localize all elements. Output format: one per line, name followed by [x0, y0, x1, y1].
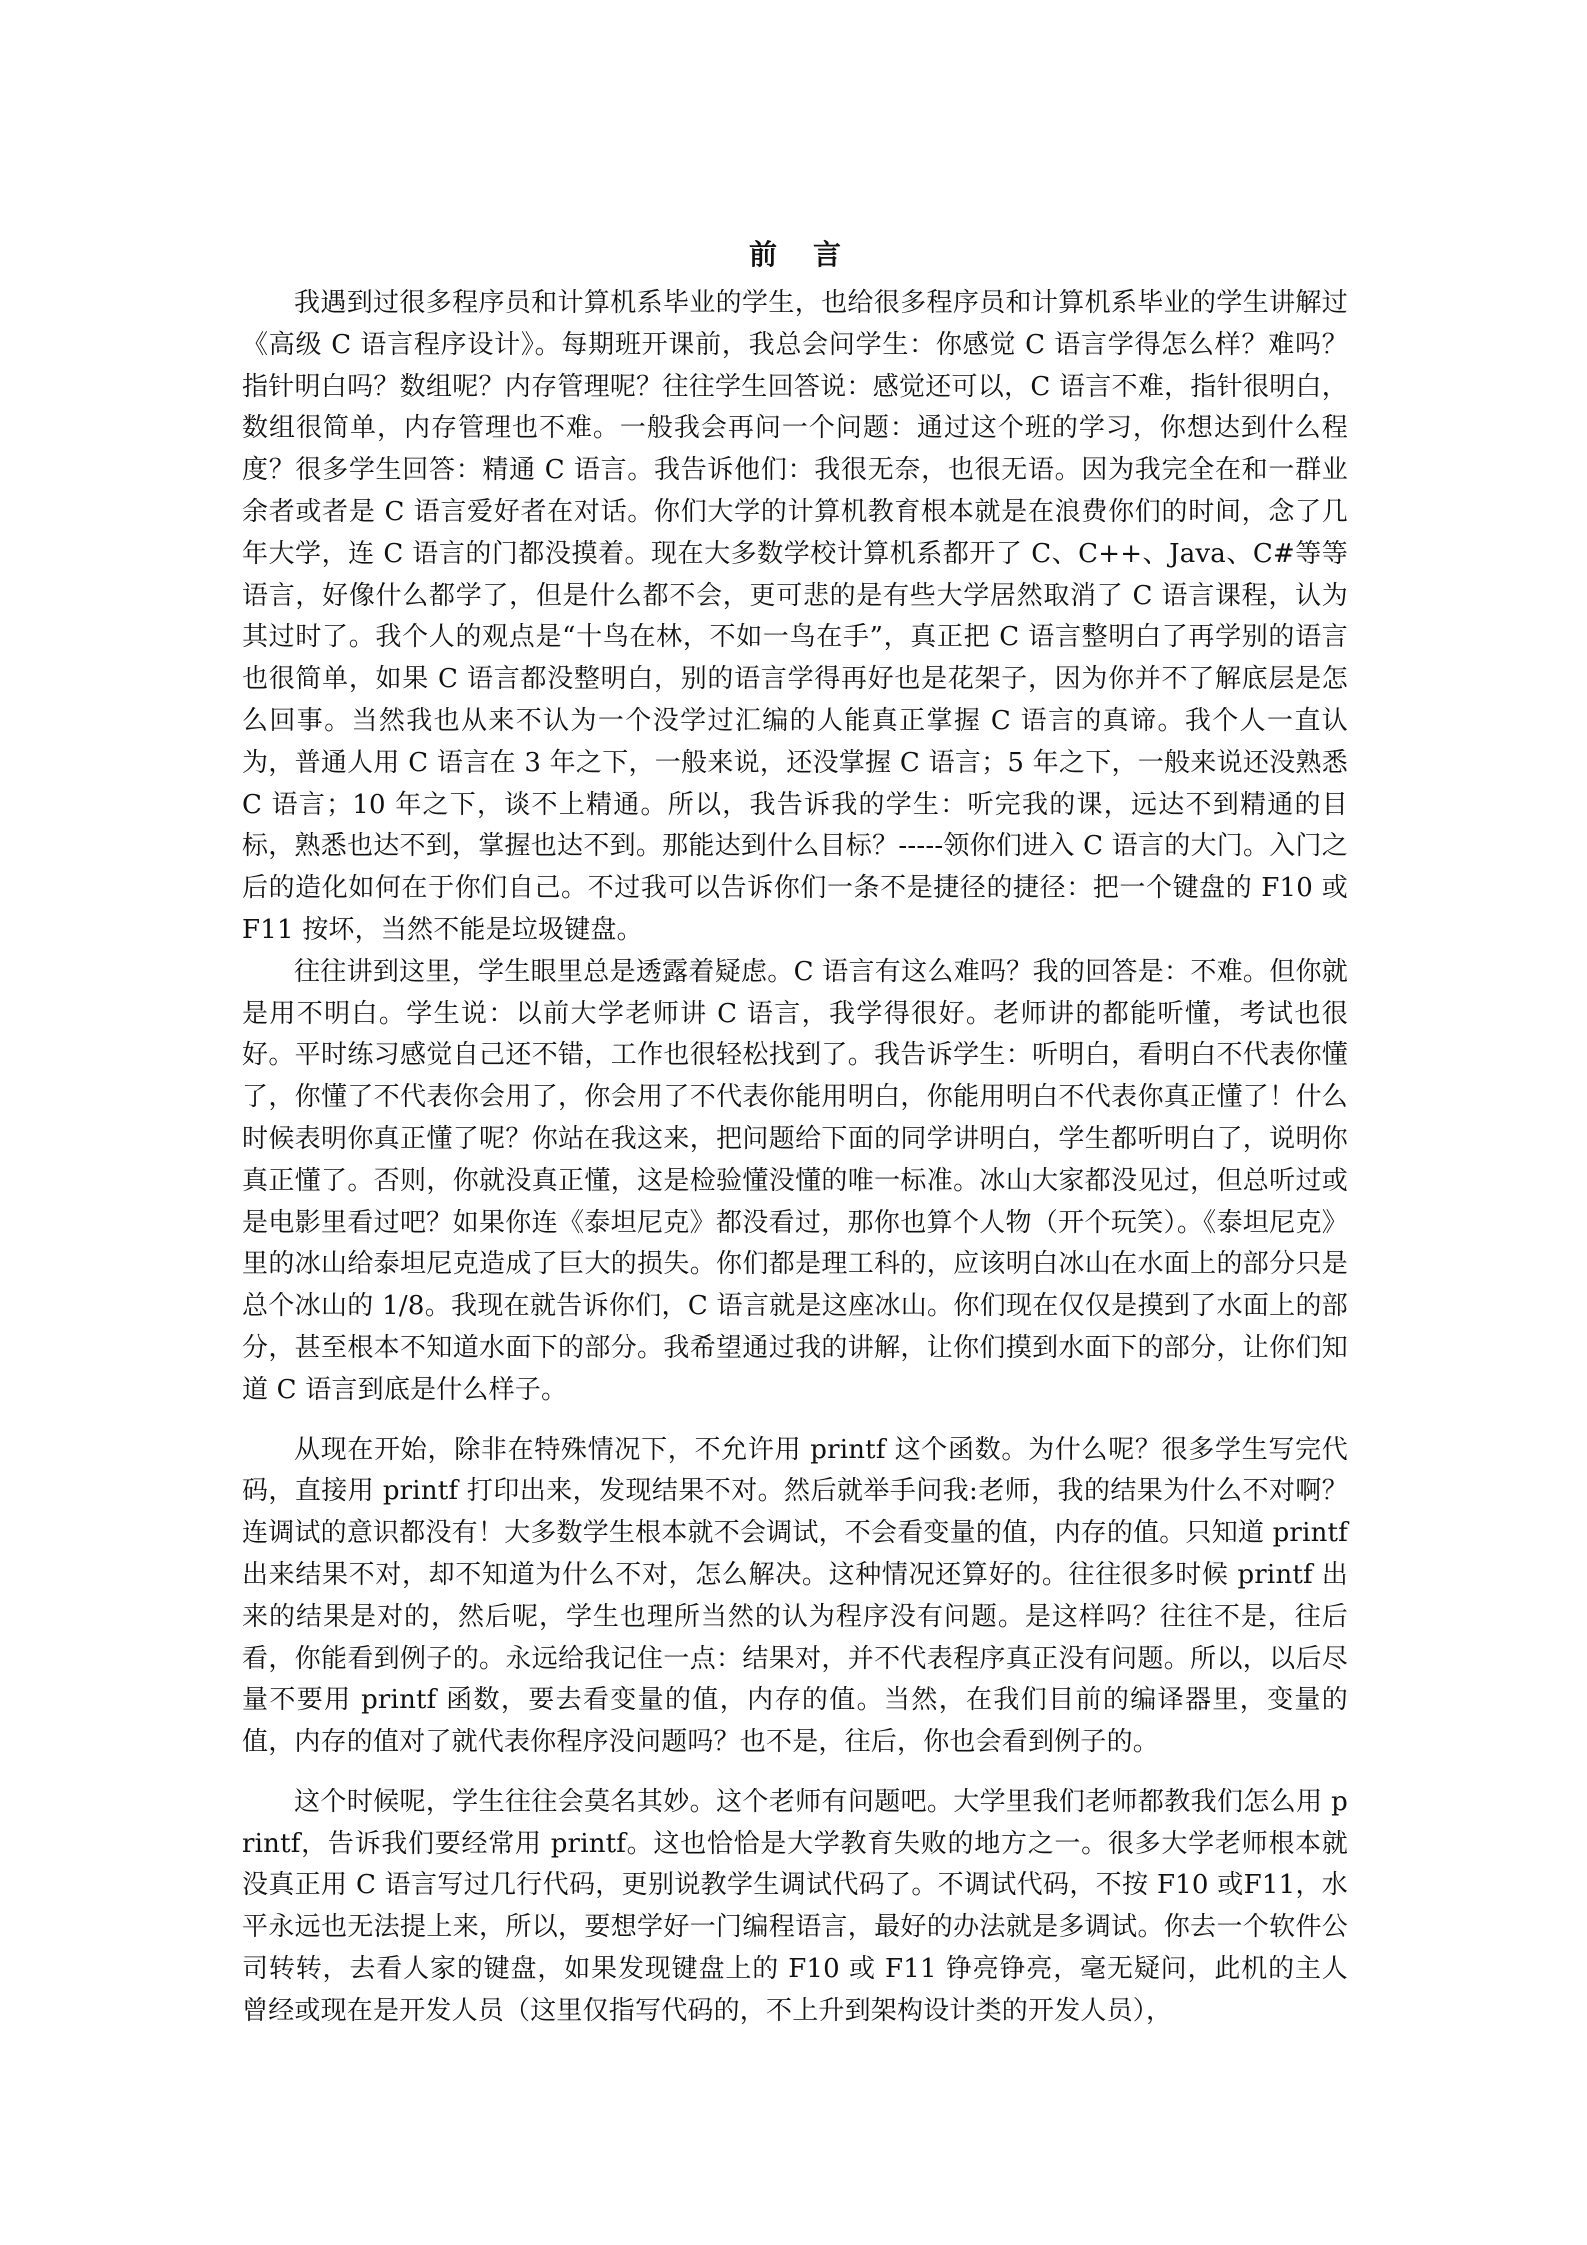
- document-body: [242, 232, 1348, 2033]
- page-title: 前言: [748, 238, 877, 271]
- paragraph-4: 这个时候呢，学生往往会莫名其妙。这个老师有问题吧。大学里我们老师都教我们怎么用 printf，告诉我们要经常用 printf。这也恰恰是大学教育失败的地方之一。很多大学老师根本就没真正用 C 语言写过几行代码，更别说教学生调试代码了。不调试代码，不按 F10 或F11，水平永远也无法提上来，所以，要想学好一门编程语言，最好的办法就是多调试。你去一个软件公司转转，去看人家的键盘，如果发现键盘上的 F10 或 F11 铮亮铮亮，毫无疑问，此机的主人曾经或现在是开发人员（这里仅指写代码的，不上升到架构设计类的开发人员），: [242, 1786, 1348, 2026]
- paragraph-3: 从现在开始，除非在特殊情况下，不允许用 printf 这个函数。为什么呢？很多学生写完代码，直接用 printf 打印出来，发现结果不对。然后就举手问我:老师，我的结果为什么不对啊？连调试的意识都没有！大多数学生根本就不会调试，不会看变量的值，内存的值。只知道 printf 出来结果不对，却不知道为什么不对，怎么解决。这种情况还算好的。往往很多时候 printf 出来的结果是对的，然后呢，学生也理所当然的认为程序没有问题。是这样吗？往往不是，往后看，你能看到例子的。永远给我记住一点：结果对，并不代表程序真正没有问题。所以，以后尽量不要用 printf 函数，要去看变量的值，内存的值。当然，在我们目前的编译器里，变量的值，内存的值对了就代表你程序没问题吗？也不是，往后，你也会看到例子的。: [242, 1434, 1348, 1758]
- paragraph-2: 往往讲到这里，学生眼里总是透露着疑虑。C 语言有这么难吗？我的回答是：不难。但你就是用不明白。学生说：以前大学老师讲 C 语言，我学得很好。老师讲的都能听懂，考试也很好。平时练习感觉自己还不错，工作也很轻松找到了。我告诉学生：听明白，看明白不代表你懂了，你懂了不代表你会用了，你会用了不代表你能用明白，你能用明白不代表你真正懂了！什么时候表明你真正懂了呢？你站在我这来，把问题给下面的同学讲明白，学生都听明白了，说明你真正懂了。否则，你就没真正懂，这是检验懂没懂的唯一标准。冰山大家都没见过，但总听过或是电影里看过吧？如果你连《泰坦尼克》都没看过，那你也算个人物（开个玩笑）。《泰坦尼克》里的冰山给泰坦尼克造成了巨大的损失。你们都是理工科的，应该明白冰山在水面上的部分只是总个冰山的 1/8。我现在就告诉你们，C 语言就是这座冰山。你们现在仅仅是摸到了水面上的部分，甚至根本不知道水面下的部分。我希望通过我的讲解，让你们摸到水面下的部分，让你们知道 C 语言到底是什么样子。: [242, 956, 1348, 1405]
- paragraph-1: 我遇到过很多程序员和计算机系毕业的学生，也给很多程序员和计算机系毕业的学生讲解过《高级 C 语言程序设计》。每期班开课前，我总会问学生：你感觉 C 语言学得怎么样？难吗？指针明白吗？数组呢？内存管理呢？往往学生回答说：感觉还可以，C 语言不难，指针很明白，数组很简单，内存管理也不难。一般我会再问一个问题：通过这个班的学习，你想达到什么程度？很多学生回答：精通 C 语言。我告诉他们：我很无奈，也很无语。因为我完全在和一群业余者或者是 C 语言爱好者在对话。你们大学的计算机教育根本就是在浪费你们的时间，念了几年大学，连 C 语言的门都没摸着。现在大多数学校计算机系都开了 C、C++、Java、C#等等语言，好像什么都学了，但是什么都不会，更可悲的是有些大学居然取消了 C 语言课程，认为其过时了。我个人的观点是“十鸟在林，不如一鸟在手”，真正把 C 语言整明白了再学别的语言也很简单，如果 C 语言都没整明白，别的语言学得再好也是花架子，因为你并不了解底层是怎么回事。当然我也从来不认为一个没学过汇编的人能真正掌握 C 语言的真谛。我个人一直认为，普通人用 C 语言在 3 年之下，一般来说，还没掌握 C 语言；5 年之下，一般来说还没熟悉 C 语言；10 年之下，谈不上精通。所以，我告诉我的学生：听完我的课，远达不到精通的目标，熟悉也达不到，掌握也达不到。那能达到什么目标？-----领你们进入 C 语言的大门。入门之后的造化如何在于你们自己。不过我可以告诉你们一条不是捷径的捷径：把一个键盘的 F10 或 F11 按坏，当然不能是垃圾键盘。: [242, 288, 1348, 945]
